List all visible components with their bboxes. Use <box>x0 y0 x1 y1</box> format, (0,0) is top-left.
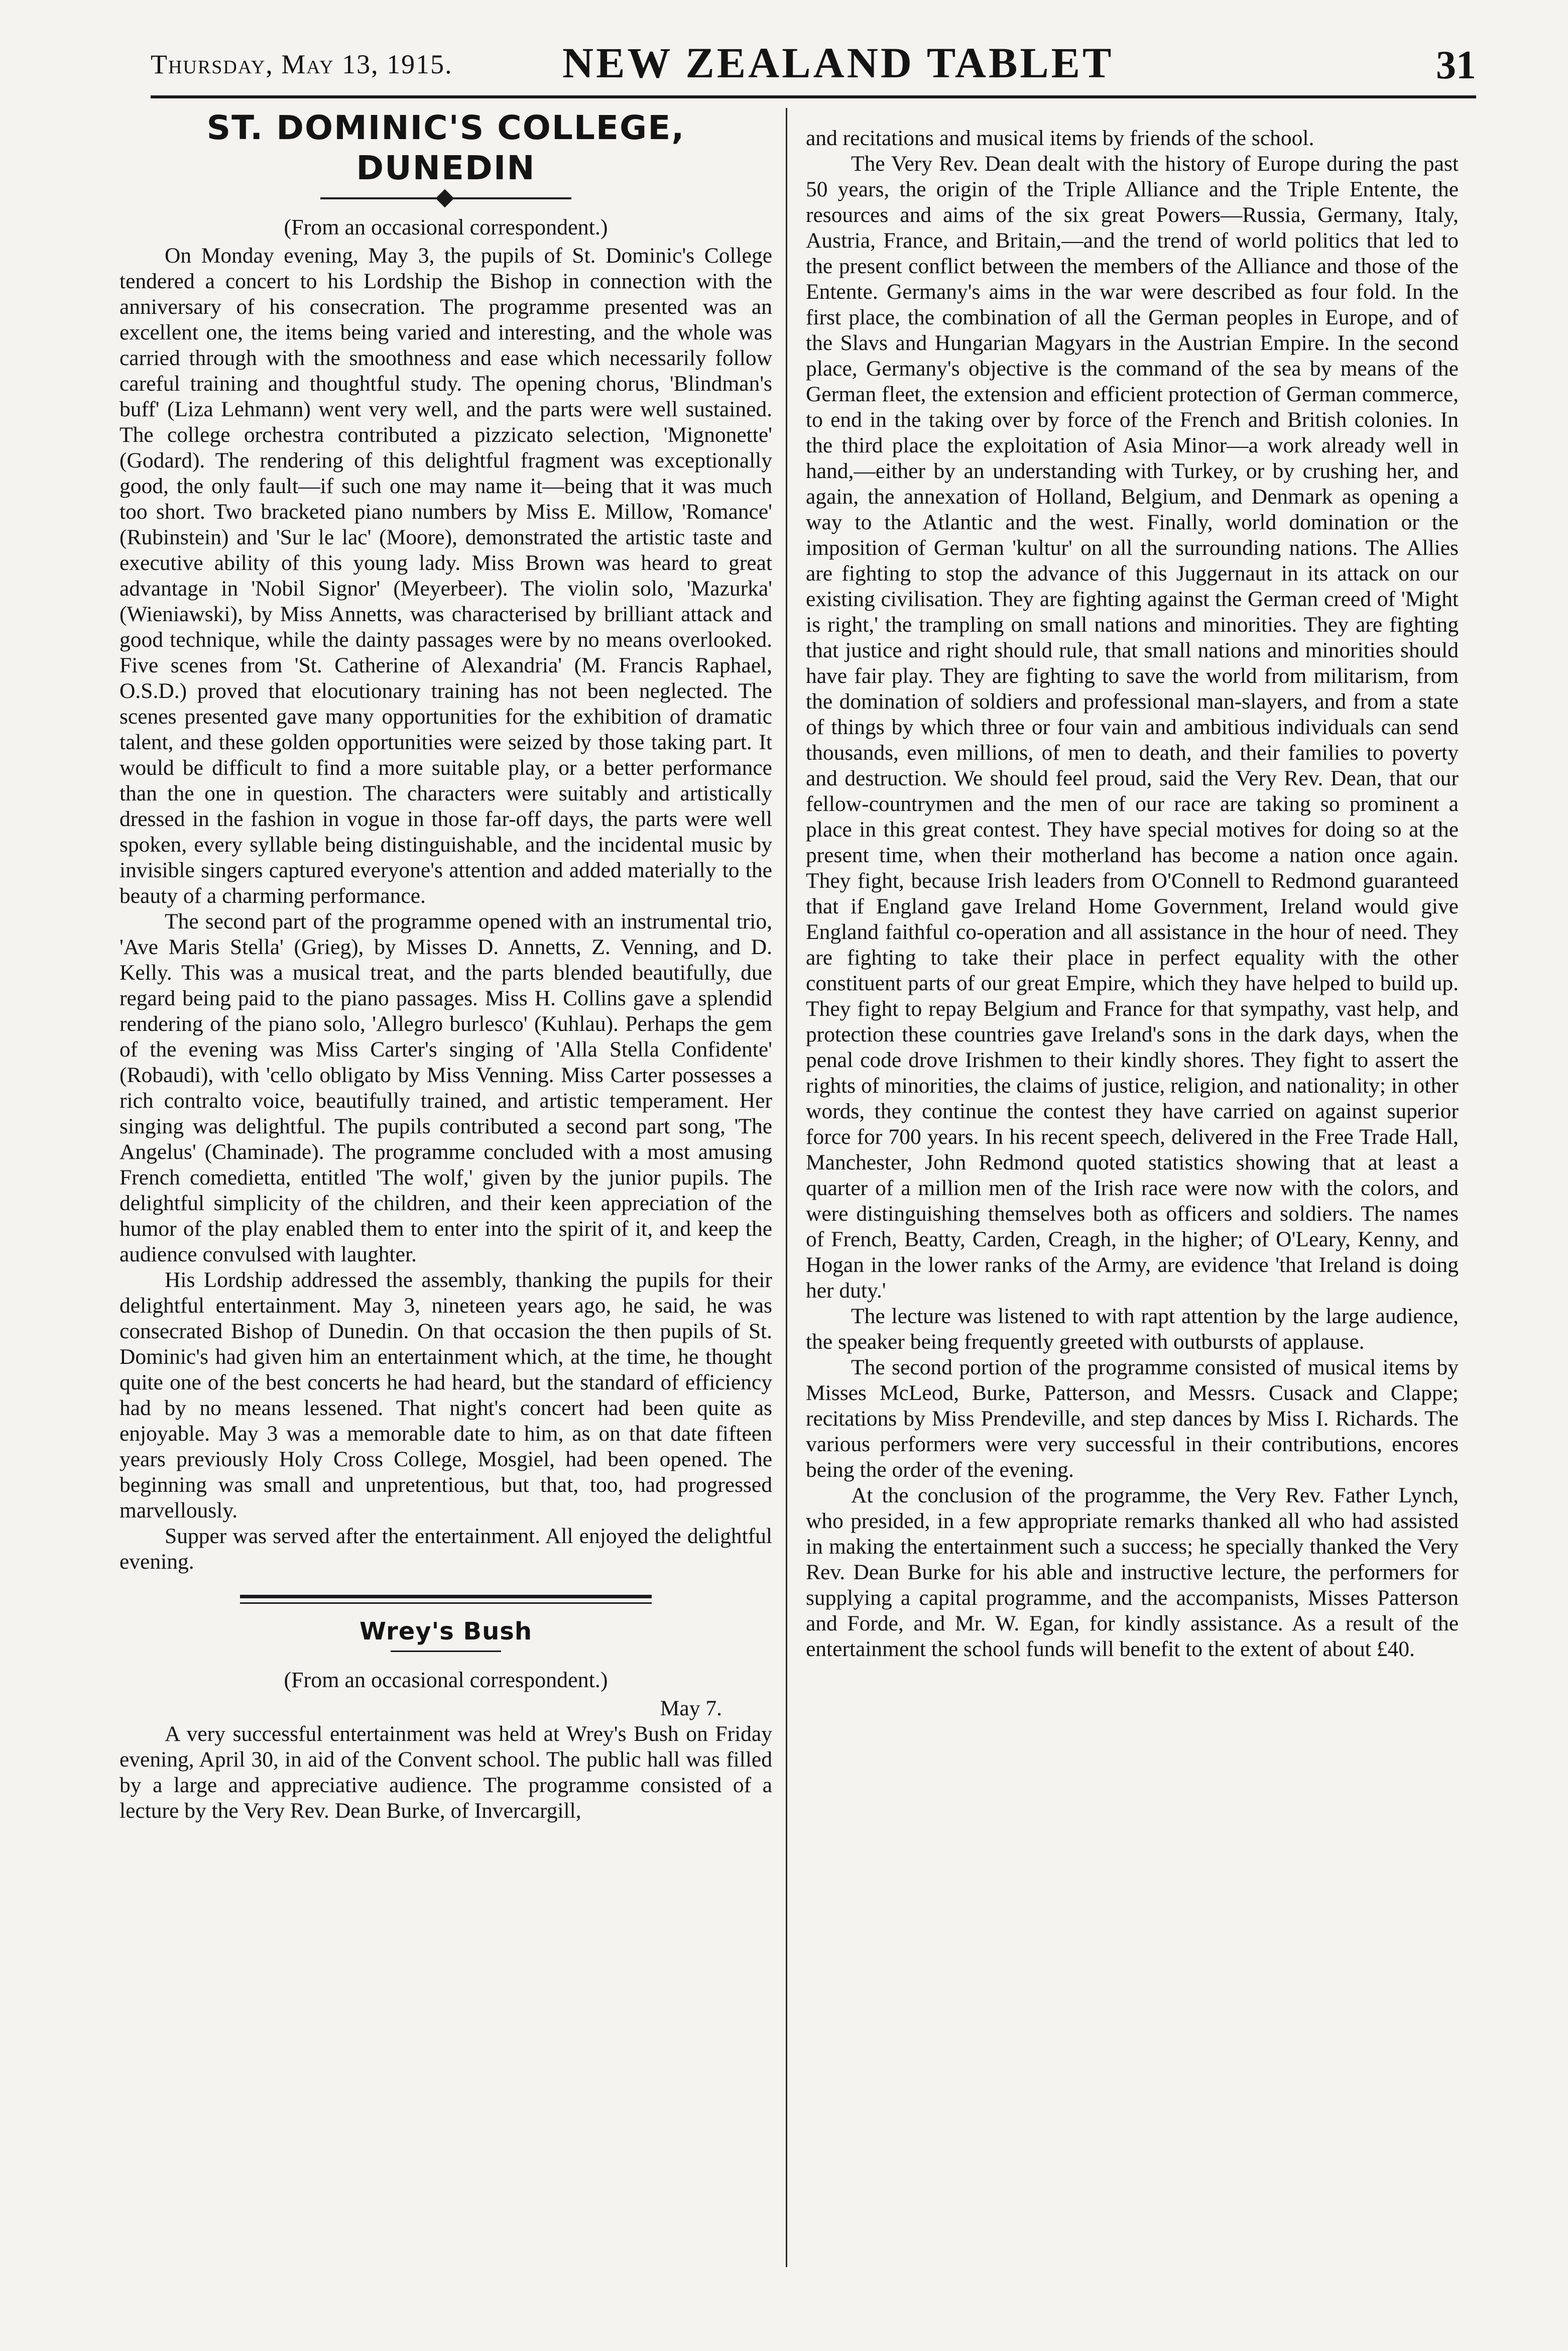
article-headline: ST. DOMINIC'S COLLEGE, DUNEDIN <box>206 108 685 187</box>
masthead-rule <box>151 95 1476 98</box>
article-headline: Wrey's Bush <box>359 1617 533 1645</box>
article-continuation: and recitations and musical items by friends of the school. <box>806 126 1314 150</box>
article-byline: (From an occasional correspondent.) <box>284 1668 608 1692</box>
section-separator <box>119 1595 772 1604</box>
article-byline: (From an occasional correspondent.) <box>284 215 608 240</box>
page-number: 31 <box>1436 43 1476 87</box>
right-column <box>806 126 1459 1662</box>
article-paragraph: The Very Rev. Dean dealt with the history of Europe during the past 50 years, the origin of the Triple Alliance and the Triple Entente, the resources and aims of the six great Powers—Russia, Germany, Italy, Austria, France, and Britain,—and the trend of world politics that led to the present conflict between the members of the Alliance and those of the Entente. Germany's aims in the war were described as four fold. In the first place, the combination of all the German peoples in Europe, and of the Slavs and Hungarian Magyars in the Austrian Empire. In the second place, Germany's objective is the command of the sea by means of the German fleet, the extension and efficient protection of German commerce, to end in the taking over by force of the French and British colonies. In the third place the exploitation of Asia Minor—a work already well in hand,—either by an understanding with Turkey, or by crushing her, and again, the annexation of Holland, Belgium, and Denmark as opening a way to the Atlantic and the west. Finally, world domination or the imposition of German 'kultur' on all the surrounding nations. The Allies are fighting to stop the advance of this Juggernaut in its attack on our existing civilisation. They are fighting against the German creed of 'Might is right,' the trampling on small nations and minorities. They are fighting that justice and right should rule, that small nations and minorities should have fair play. They are fighting to save the world from militarism, from the domination of soldiers and professional man-slayers, and from a state of things by which three or four vain and ambitious individuals can send thousands, even millions, of men to death, and their families to poverty and destruction. We should feel proud, said the Very Rev. Dean, that our fellow-countrymen and the men of our race are taking so prominent a place in this great contest. They have special motives for doing so at the present time, when their motherland has become a nation once again. They fight, because Irish leaders from O'Connell to Redmond guaranteed that if England gave Ireland Home Government, Ireland would give England faithful co-operation and all assistance in the hour of need. They are fighting to take their place in perfect equality with the other constituent parts of our great Empire, which they have helped to build up. They fight to repay Belgium and France for that sympathy, vast help, and protection these countries gave Ireland's sons in the dark days, when the penal code drove Irishmen to their kindly shores. They fight to assert the rights of minorities, the claims of justice, religion, and nationality; in other words, they continue the contest they have carried on against superior force for 700 years. In his recent speech, delivered in the Free Trade Hall, Manchester, John Redmond quoted statistics showing that at least a quarter of a million men of the Irish race were now with the colors, and were distinguishing themselves both as officers and soldiers. The names of French, Beatty, Carden, Creagh, in the higher; of O'Leary, Kenny, and Hogan in the lower ranks of the Army, are evidence 'that Ireland is doing her duty.' <box>806 152 1459 1303</box>
masthead <box>151 38 1476 93</box>
left-column <box>119 108 772 1824</box>
article-paragraph: A very successful entertainment was held at Wrey's Bush on Friday evening, April 30, in aid of the Convent school. The public hall was filled by a large and appreciative audience. The programme consisted of a lecture by the Very Rev. Dean Burke, of Invercargill, <box>119 1722 772 1823</box>
publication-title: NEW ZEALAND TABLET <box>562 39 1114 87</box>
issue-date: Thursday, May 13, 1915. <box>151 49 453 79</box>
article-paragraph: His Lordship addressed the assembly, thanking the pupils for their delightful entertainment. May 3, nineteen years ago, he said, he was consecrated Bishop of Dunedin. On that occasion the then pupils of St. Dominic's had given him an entertainment which, at the time, he thought quite one of the best concerts he had heard, but the standard of efficiency had by no means lessened. That night's concert had been quite as enjoyable. May 3 was a memorable date to him, as on that date fifteen years previously Holy Cross College, Mosgiel, had been opened. The beginning was small and unpretentious, but that, too, had progressed marvellously. <box>119 1268 772 1522</box>
article-paragraph: The second part of the programme opened with an instrumental trio, 'Ave Maris Stella' (Grieg), by Misses D. Annetts, Z. Venning, and D. Kelly. This was a musical treat, and the parts blended beautifully, due regard being paid to the piano passages. Miss H. Collins gave a splendid rendering of the piano solo, 'Allegro burlesco' (Kuhlau). Perhaps the gem of the evening was Miss Carter's singing of 'Alla Stella Confidente' (Robaudi), with 'cello obligato by Miss Venning. Miss Carter possesses a rich contralto voice, beautifully trained, and artistic temperament. Her singing was delightful. The pupils contributed a second part song, 'The Angelus' (Chaminade). The programme concluded with a most amusing French comedietta, entitled 'The wolf,' given by the junior pupils. The delightful simplicity of the children, and their keen appreciation of the humor of the play enabled them to enter into the spirit of it, and keep the audience convulsed with laughter. <box>119 909 772 1266</box>
article-paragraph: At the conclusion of the programme, the Very Rev. Father Lynch, who presided, in a few appropriate remarks thanked all who had assisted in making the entertainment such a success; he specially thanked the Very Rev. Dean Burke for his able and instructive lecture, the performers for supplying a capital programme, and the accompanists, Misses Patterson and Forde, and Mr. W. Egan, for kindly assistance. As a result of the entertainment the school funds will benefit to the extent of about £40. <box>806 1483 1459 1661</box>
column-divider <box>786 108 787 2267</box>
headline-rule <box>391 1651 501 1652</box>
article-dateline: May 7. <box>660 1696 722 1720</box>
article-paragraph: Supper was served after the entertainment. All enjoyed the delightful evening. <box>119 1524 772 1574</box>
ornamental-rule <box>320 197 571 199</box>
article-paragraph: The lecture was listened to with rapt attention by the large audience, the speaker being frequently greeted with outbursts of applause. <box>806 1304 1459 1354</box>
article-paragraph: On Monday evening, May 3, the pupils of St. Dominic's College tendered a concert to his Lordship the Bishop in connection with the anniversary of his consecration. The programme presented was an excellent one, the items being varied and interesting, and the whole was carried through with the smoothness and ease which necessarily follow careful training and thoughtful study. The opening chorus, 'Blindman's buff' (Liza Lehmann) went very well, and the parts were well sustained. The college orchestra contributed a pizzicato selection, 'Mignonette' (Godard). The rendering of this delightful fragment was exceptionally good, the only fault—if such one may name it—being that it was much too short. Two bracketed piano numbers by Miss E. Millow, 'Romance' (Rubinstein) and 'Sur le lac' (Moore), demonstrated the artistic taste and executive ability of this young lady. Miss Brown was heard to great advantage in 'Nobil Signor' (Meyerbeer). The violin solo, 'Mazurka' (Wieniawski), by Miss Annetts, was characterised by brilliant attack and good technique, while the dainty passages were by no means overlooked. Five scenes from 'St. Catherine of Alexandria' (M. Francis Raphael, O.S.D.) proved that elocutionary training has not been neglected. The scenes presented gave many opportunities for the exhibition of dramatic talent, and these golden opportunities were seized by those taking part. It would be difficult to find a more suitable play, or a better performance than the one in question. The characters were suitably and artistically dressed in the fashion in vogue in those far-off days, the parts were well spoken, every syllable being distinguishable, and the incidental music by invisible singers captured everyone's attention and added materially to the beauty of a charming performance. <box>119 244 772 908</box>
article-paragraph: The second portion of the programme consisted of musical items by Misses McLeod, Burke, Patterson, and Messrs. Cusack and Clappe; recitations by Miss Prendeville, and step dances by Miss I. Richards. The various performers were very successful in their contributions, encores being the order of the evening. <box>806 1355 1459 1482</box>
